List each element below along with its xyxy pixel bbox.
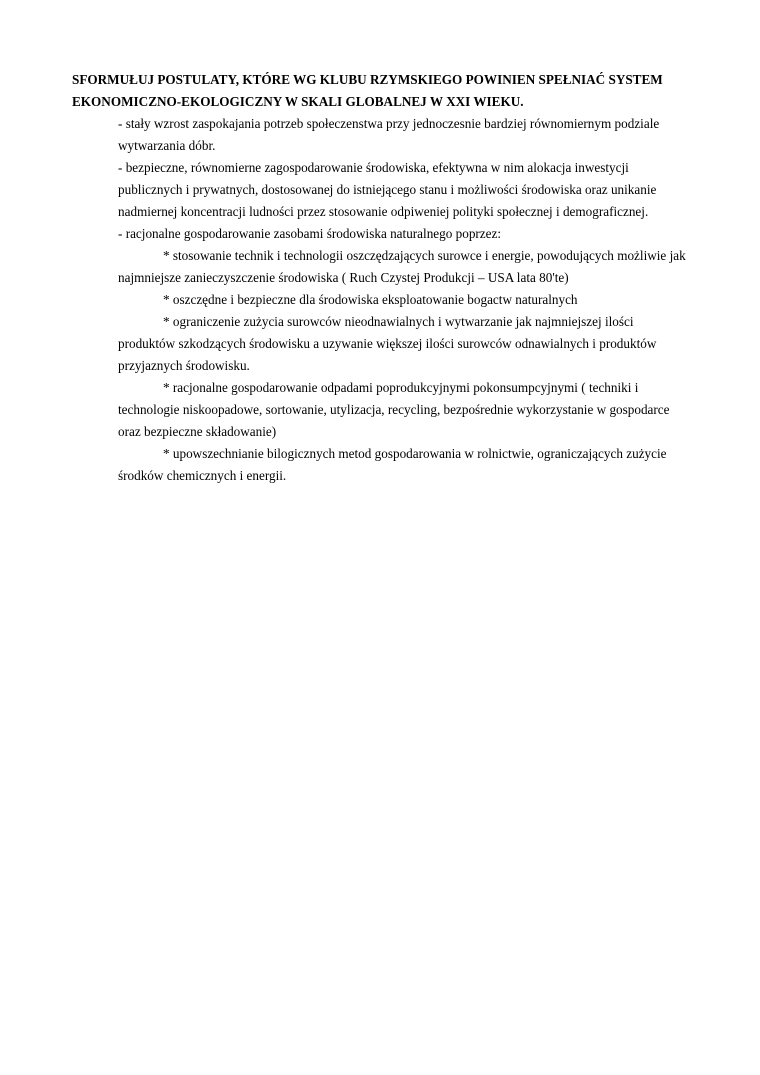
document-content	[72, 69, 690, 487]
sub-point-paragraph: * ograniczenie zużycia surowców nieodnawialnych i wytwarzanie jak najmniejszej ilości produktów szkodzących środowisku a uzywanie większej ilości surowców odnawialnych i produktów przyjaznych środowisku.	[118, 314, 657, 373]
title-line-1: SFORMUŁUJ POSTULATY, KTÓRE WG KLUBU RZYMSKIEGO POWINIEN SPEŁNIAĆ SYSTEM	[72, 72, 663, 87]
document-title	[72, 69, 690, 113]
sub-point-paragraph: * oszczędne i bezpieczne dla środowiska eksploatowanie bogactw naturalnych	[163, 292, 578, 307]
title-line-2: EKONOMICZNO-EKOLOGICZNY W SKALI GLOBALNEJ W XXI WIEKU.	[72, 94, 524, 109]
postulates-list	[72, 113, 690, 487]
postulate-paragraph: - racjonalne gospodarowanie zasobami środowiska naturalnego poprzez:	[118, 226, 502, 241]
postulate-paragraph: - stały wzrost zaspokajania potrzeb społeczenstwa przy jednoczesnie bardziej równomiernym podziale wytwarzania dóbr.	[118, 116, 660, 153]
postulate-paragraph: - bezpieczne, równomierne zagospodarowanie środowiska, efektywna w nim alokacja inwestycji publicznych i prywatnych, dostosowanej do istniejącego stanu i możliwości środowiska oraz unikanie nadmiernej koncentracji ludności przez stosowanie odpiweniej polityki społecznej i demograficznej.	[118, 160, 657, 219]
sub-point-paragraph: * racjonalne gospodarowanie odpadami poprodukcyjnymi pokonsumpcyjnymi ( techniki i technologie niskoopadowe, sortowanie, utylizacja, recycling, bezpośrednie wykorzystanie w gospodarce oraz bezpieczne składowanie)	[118, 380, 670, 439]
sub-point-paragraph: * upowszechnianie bilogicznych metod gospodarowania w rolnictwie, ograniczających zużycie środków chemicznych i energii.	[118, 446, 667, 483]
sub-point-paragraph: * stosowanie technik i technologii oszczędzających surowce i energie, powodujących możliwie jak najmniejsze zanieczyszczenie środowiska ( Ruch Czystej Produkcji – USA lata 80'te)	[118, 248, 686, 285]
